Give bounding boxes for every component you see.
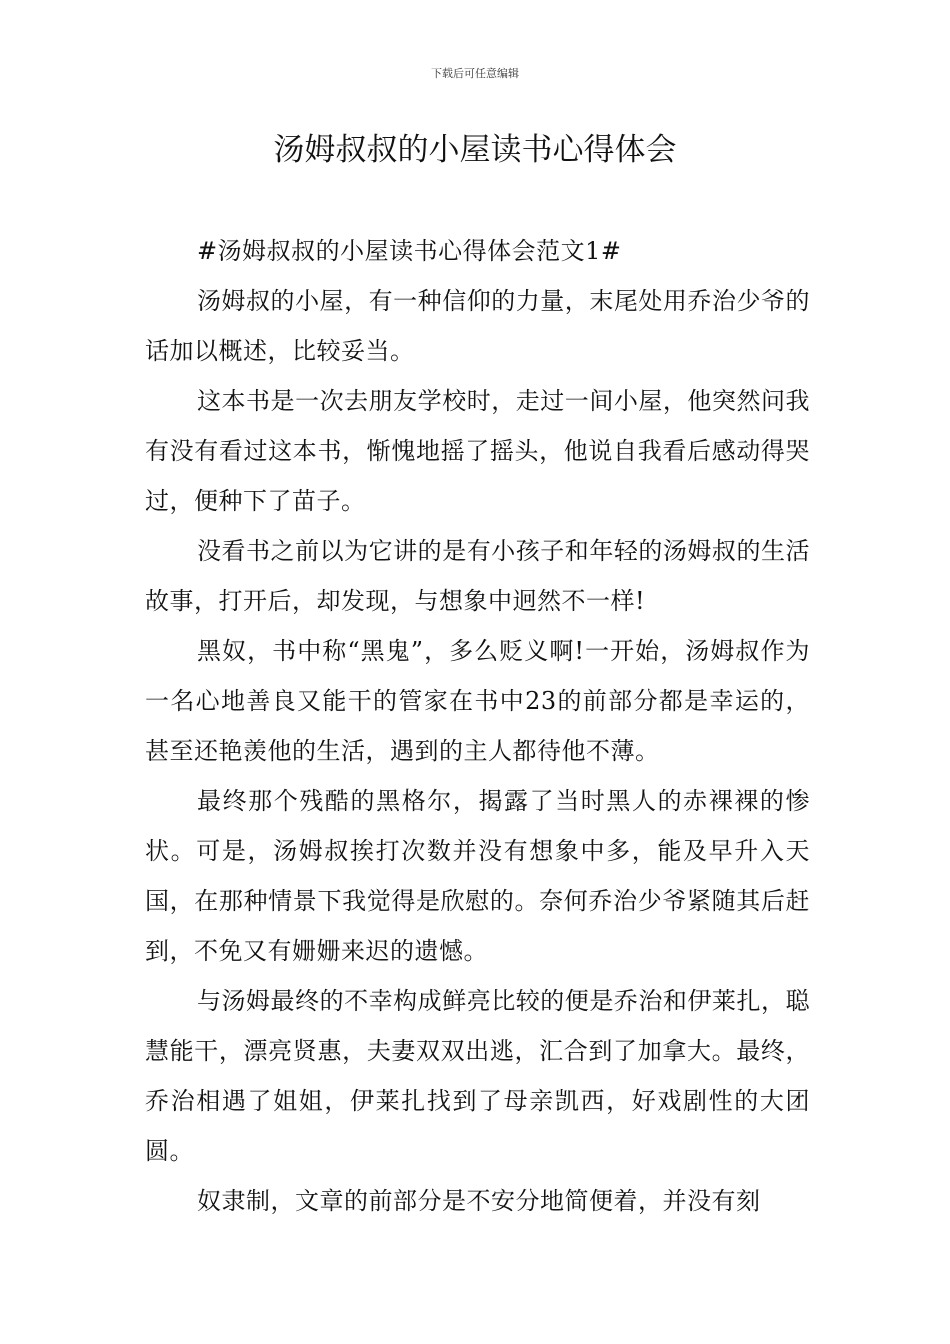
paragraph: 这本书是一次去朋友学校时，走过一间小屋，他突然问我有没有看过这本书，惭愧地摇了摇头，他说自我看后感动得哭过，便种下了苗子。	[145, 387, 810, 515]
paragraph: 汤姆叔的小屋，有一种信仰的力量，末尾处用乔治少爷的话加以概述，比较妥当。	[145, 287, 810, 365]
paragraph: 与汤姆最终的不幸构成鲜亮比较的便是乔治和伊莱扎，聪慧能干，漂亮贤惠，夫妻双双出逃，汇合到了加拿大。最终，乔治相遇了姐姐，伊莱扎找到了母亲凯西，好戏剧性的大团圆。	[145, 987, 810, 1165]
document-body	[145, 226, 810, 1226]
paragraph: 黑奴，书中称“黑鬼”，多么贬义啊!一开始，汤姆叔作为一名心地善良又能干的管家在书中23的前部分都是幸运的，甚至还艳羡他的生活，遇到的主人都待他不薄。	[145, 637, 810, 765]
paragraph: 奴隶制，文章的前部分是不安分地简便着，并没有刻	[197, 1187, 761, 1215]
paragraph: 最终那个残酷的黑格尔，揭露了当时黑人的赤裸裸的惨状。可是，汤姆叔挨打次数并没有想象中多，能及早升入天国，在那种情景下我觉得是欣慰的。奈何乔治少爷紧随其后赶到，不免又有姗姗来迟的遗憾。	[145, 787, 810, 965]
paragraph: 没看书之前以为它讲的是有小孩子和年轻的汤姆叔的生活故事，打开后，却发现，与想象中迥然不一样!	[145, 537, 810, 615]
paragraph-subtitle: #汤姆叔叔的小屋读书心得体会范文1#	[197, 237, 622, 265]
header-note: 下载后可任意编辑	[431, 67, 519, 80]
document-title: 汤姆叔叔的小屋读书心得体会	[273, 132, 677, 168]
